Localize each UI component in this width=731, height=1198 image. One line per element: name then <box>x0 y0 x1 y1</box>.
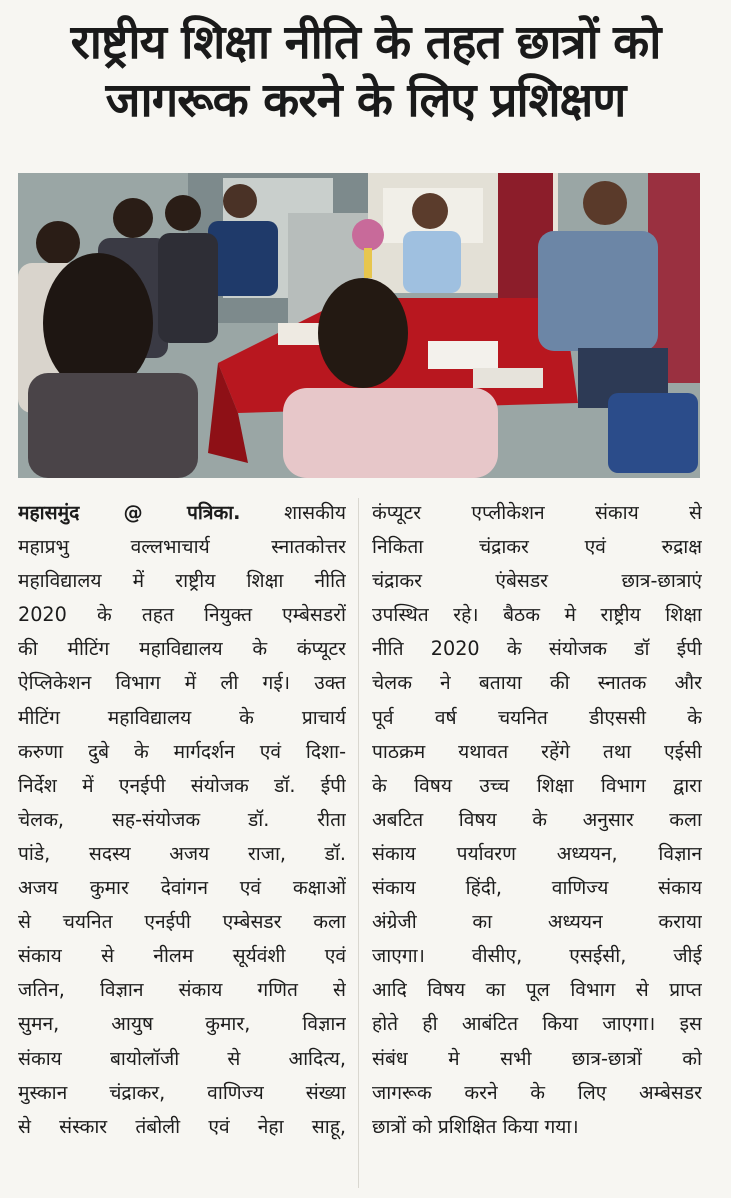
article-line: पाठक्रम यथावत रहेंगे तथा एईसी <box>372 739 702 763</box>
article-line: ऐप्लिकेशन विभाग में ली गई। उक्त <box>18 671 346 695</box>
article-line <box>18 496 346 530</box>
article-line: करुणा दुबे के मार्गदर्शन एवं दिशा- <box>18 739 346 763</box>
article-line: महाविद्यालय में राष्ट्रीय शिक्षा नीति <box>18 569 346 593</box>
article-line: होते ही आबंटित किया जाएगा। इस <box>372 1012 702 1036</box>
article-line: जागरूक करने के लिए अम्बेसडर <box>372 1080 702 1104</box>
article-line: महाप्रभु वल्लभाचार्य स्नातकोत्तर <box>18 535 346 559</box>
article-line: कंप्यूटर एप्लीकेशन संकाय से <box>372 501 702 524</box>
article-line: मुस्कान चंद्राकर, वाणिज्य संख्या <box>18 1080 346 1104</box>
article-line: आदि विषय का पूल विभाग से प्राप्त <box>372 978 702 1002</box>
article-line: 2020 के तहत नियुक्त एम्बेसडरों <box>18 603 346 627</box>
headline-line-2: जागरूक करने के लिए प्रशिक्षण <box>105 73 626 128</box>
article-line: के विषय उच्च शिक्षा विभाग द्वारा <box>372 773 702 797</box>
article-line: उपस्थित रहे। बैठक मे राष्ट्रीय शिक्षा <box>372 603 702 627</box>
article-line: संकाय से नीलम सूर्यवंशी एवं <box>18 944 346 968</box>
article-line: जाएगा। वीसीए, एसईसी, जीई <box>372 944 702 968</box>
article-line: जतिन, विज्ञान संकाय गणित से <box>18 978 346 1002</box>
article-line: निकिता चंद्राकर एवं रुद्राक्ष <box>372 535 702 559</box>
headline <box>0 14 731 130</box>
article-line: नीति 2020 के संयोजक डॉ ईपी <box>372 637 702 661</box>
dateline: महासमुंद @ पत्रिका. <box>18 501 241 524</box>
article-line: चंद्राकर एंबेसडर छात्र-छात्राएं <box>372 569 702 593</box>
article-line: चेलक, सह-संयोजक डॉ. रीता <box>18 807 346 831</box>
article-line: अजय कुमार देवांगन एवं कक्षाओं <box>18 876 346 900</box>
column-divider <box>358 498 359 1188</box>
meeting-photo-illustration <box>18 173 700 478</box>
article-line: पूर्व वर्ष चयनित डीएससी के <box>372 705 702 729</box>
article-column-right <box>372 496 702 1144</box>
headline-line-1: राष्ट्रीय शिक्षा नीति के तहत छात्रों को <box>70 15 661 70</box>
meeting-photo <box>18 173 700 478</box>
article-column-left <box>18 496 346 1144</box>
article-line: मीटिंग महाविद्यालय के प्राचार्य <box>18 705 346 729</box>
article-line: चेलक ने बताया की स्नातक और <box>372 671 702 695</box>
article-line: संबंध मे सभी छात्र-छात्रों को <box>372 1046 702 1070</box>
article-line: सुमन, आयुष कुमार, विज्ञान <box>18 1012 346 1036</box>
article-line: निर्देश में एनईपी संयोजक डॉ. ईपी <box>18 773 346 797</box>
article-line: संकाय पर्यावरण अध्ययन, विज्ञान <box>372 841 702 865</box>
article-line: अबटित विषय के अनुसार कला <box>372 807 702 831</box>
article-line: की मीटिंग महाविद्यालय के कंप्यूटर <box>18 637 346 661</box>
article-line: से संस्कार तंबोली एवं नेहा साहू, <box>18 1114 346 1138</box>
article-line: संकाय बायोलॉजी से आदित्य, <box>18 1046 346 1070</box>
article-line: से चयनित एनईपी एम्बेसडर कला <box>18 910 346 934</box>
article-line: छात्रों को प्रशिक्षित किया गया। <box>372 1114 579 1138</box>
article-line-text: शासकीय <box>240 501 346 524</box>
article-line: संकाय हिंदी, वाणिज्य संकाय <box>372 876 702 900</box>
article-line: अंग्रेजी का अध्ययन कराया <box>372 910 702 934</box>
article-line: पांडे, सदस्य अजय राजा, डॉ. <box>18 841 346 865</box>
